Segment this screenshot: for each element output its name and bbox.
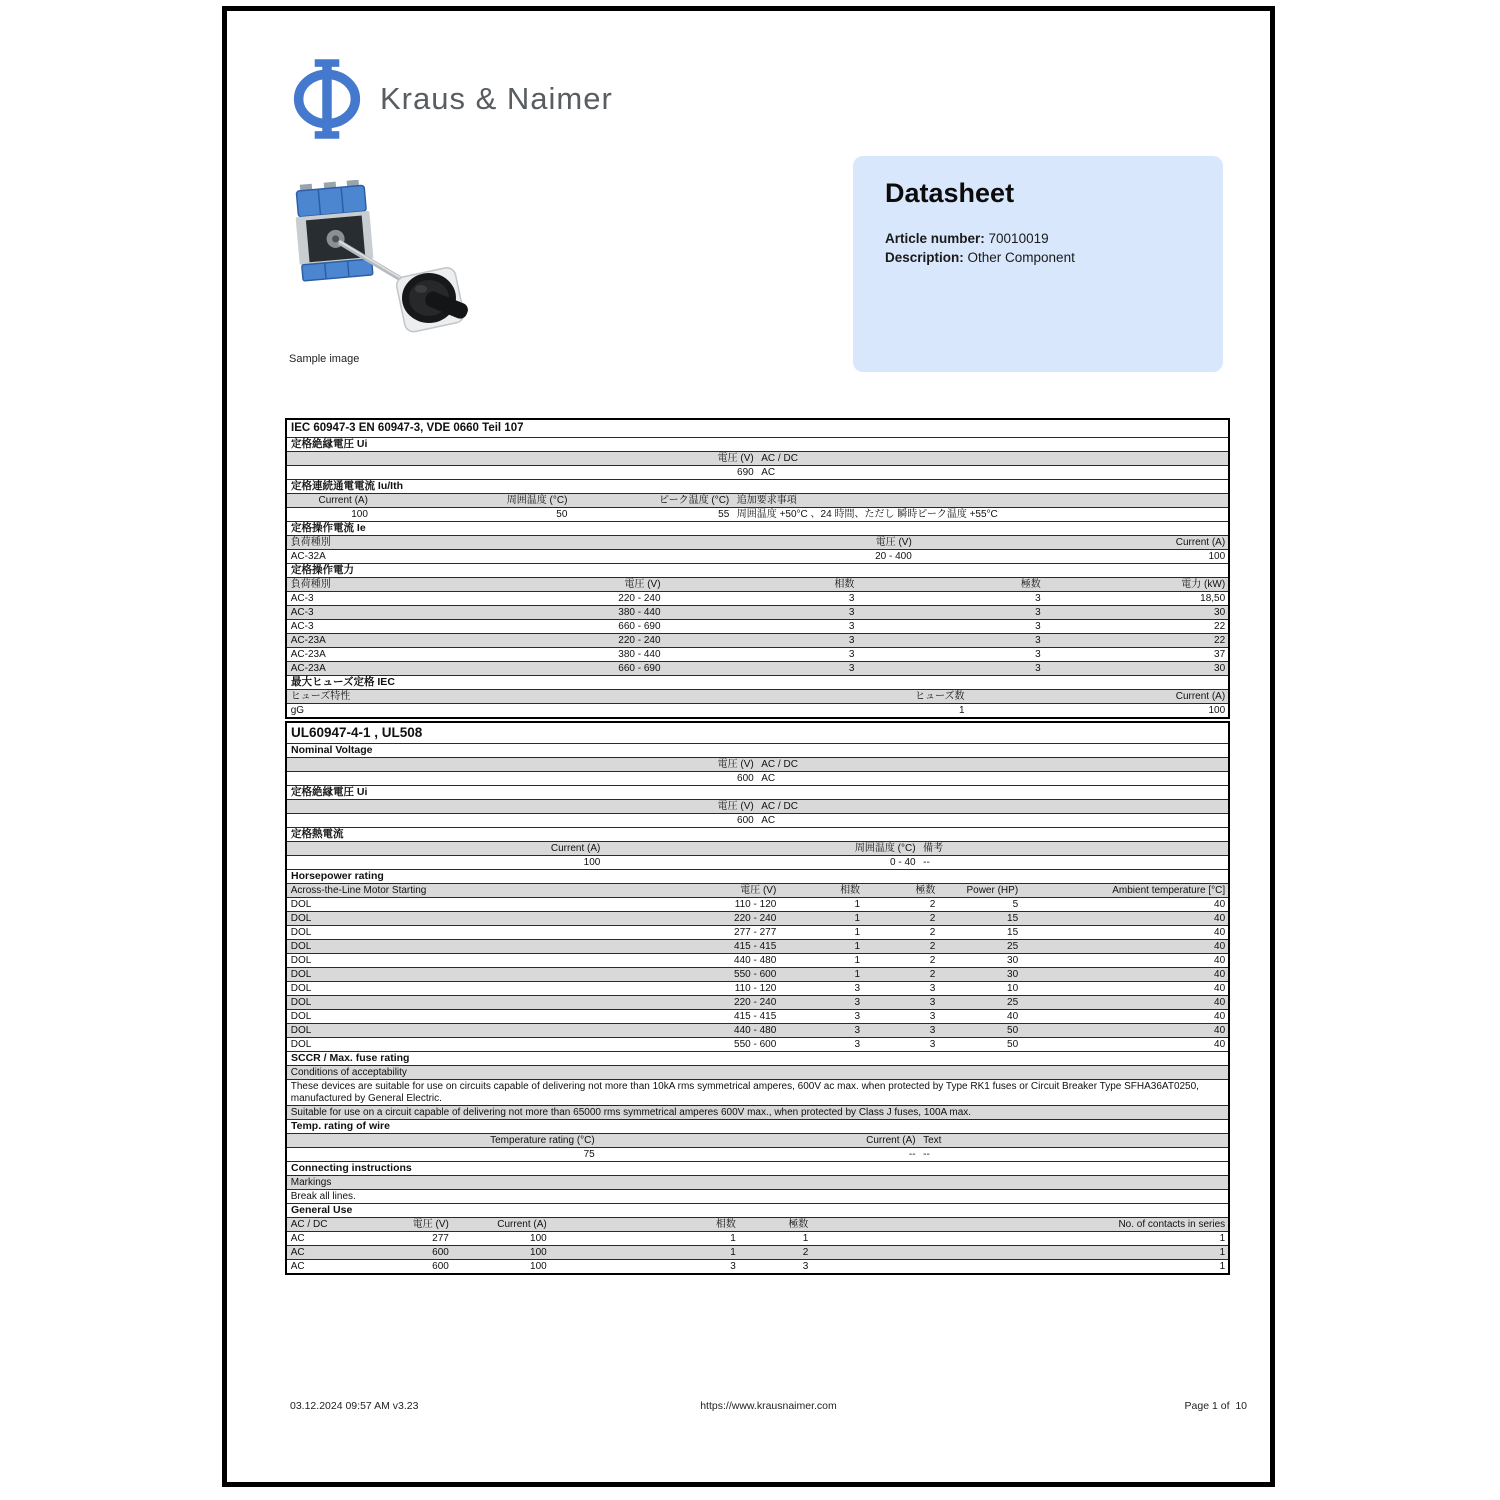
table-cell: AC [761,467,776,478]
table-cell: 3 [1035,635,1041,646]
table-data-row [287,897,1228,911]
description-label: Description: [885,250,964,265]
table-section-row: 定格絶縁電圧 Ui [287,785,1228,799]
table-cell: 1 [854,913,861,924]
card-title: Datasheet [885,178,1015,208]
table-cell: Current (A) [497,1219,547,1230]
table-cell: 220 - 240 [734,913,777,924]
table-data-row [287,1147,1228,1161]
table-section-row: 定格熱電流 [287,827,1228,841]
table-cell: Current (A) [550,843,601,854]
table-cell: 22 [1214,635,1226,646]
table-cell: 2 [929,969,936,980]
table-cell: 負荷種別 [290,537,331,548]
table-cell: 100 [1208,551,1226,562]
table-cell: AC / DC [761,759,798,770]
table-cell: DOL [290,1039,312,1050]
table-cell: DOL [290,1025,312,1036]
table-data-row [287,507,1228,521]
table-cell: Conditions of acceptability [290,1067,407,1078]
table-cell: These devices are suitable for use on circuits capable of delivering not more than 10kA rms symmetrical amperes, 600V ac max. when protected by Type RK1 fuses or Circuit Breaker Type SFHA36AT0250, manufactured by General Electric. [290,1081,1199,1104]
table-section-row: 定格連続通電電流 Iu/Ith [287,479,1228,493]
table-cell: 電圧 (V) [717,453,754,464]
table-cell: DOL [290,983,312,994]
table-cell: 220 - 240 [618,635,661,646]
table-data-row [287,953,1228,967]
table-cell: 電圧 (V) [740,885,777,896]
table-data-row [287,855,1228,869]
table-cell: AC [761,773,776,784]
table-cell: -- [923,857,930,868]
table-cell: 電圧 (V) [717,801,754,812]
table-cell: 3 [929,1039,936,1050]
table-cell: AC-23A [290,663,326,674]
table-cell: 1 [802,1233,809,1244]
table-cell: 3 [1035,649,1041,660]
iec-standards-table [285,418,1230,719]
table-cell: DOL [290,969,312,980]
table-cell: ヒューズ数 [915,691,965,702]
table-cell: 2 [802,1247,809,1258]
table-cell: 415 - 415 [734,941,777,952]
table-cell: 電圧 (V) [875,537,912,548]
table-cell: gG [290,705,305,716]
table-cell: Current (A) [1175,537,1226,548]
table-data-row [287,1037,1228,1051]
table-cell: 25 [1007,997,1019,1008]
table-cell: AC [290,1261,305,1272]
table-cell: 40 [1214,983,1226,994]
table-section-row: Temp. rating of wire [287,1119,1228,1133]
table-cell: 440 - 480 [734,955,777,966]
table-cell: 100 [530,1261,547,1272]
table-cell: 追加要求事項 [736,495,797,506]
table-cell: Markings [290,1177,332,1188]
table-cell: 2 [929,899,936,910]
table-cell: 3 [929,1011,936,1022]
table-data-row [287,465,1228,479]
table-data-row [287,1009,1228,1023]
table-cell: 37 [1214,649,1226,660]
table-cell: 3 [854,1025,861,1036]
table-cell: DOL [290,1011,312,1022]
table-cell: Text [923,1135,942,1146]
table-header-row [287,1175,1228,1189]
table-cell: 1 [1219,1247,1226,1258]
table-header-row [287,689,1228,703]
description-value: Other Component [963,250,1075,265]
table-cell: 3 [1035,621,1041,632]
table-cell: 極数 [1020,579,1041,590]
table-cell: 100 [583,857,601,868]
table-cell: 備考 [923,843,944,854]
table-cell: 40 [1214,1039,1226,1050]
table-cell: 110 - 120 [734,983,777,994]
table-cell: Across-the-Line Motor Starting [290,885,427,896]
company-logo [292,58,613,140]
table-cell: 22 [1214,621,1226,632]
table-cell: DOL [290,941,312,952]
sample-image-caption: Sample image [289,353,360,365]
table-section-row: Nominal Voltage [287,743,1228,757]
table-cell: Suitable for use on a circuit capable of delivering not more than 65000 rms symmetrical amperes 600V max., when protected by Class J fuses, 100A max. [290,1107,972,1118]
table-cell: 30 [1007,955,1019,966]
table-cell: 3 [854,983,861,994]
table-cell: AC-23A [290,649,326,660]
table-cell: 40 [1214,913,1226,924]
table-header-row [287,757,1228,771]
table-cell: 3 [1035,663,1041,674]
table-cell: 380 - 440 [618,649,661,660]
table-cell: 30 [1007,969,1019,980]
table-cell: 相数 [834,579,855,590]
table-header-row [287,799,1228,813]
article-number-line [885,231,1049,246]
table-cell: No. of contacts in series [1118,1219,1226,1230]
table-cell: 1 [854,927,861,938]
table-cell: 周囲温度 (°C) [854,843,916,854]
table-cell: 5 [1012,899,1019,910]
table-cell: 690 [737,467,754,478]
table-cell: 3 [802,1261,809,1272]
table-header-row [287,1023,1228,1037]
table-cell: 2 [929,941,936,952]
table-data-row [287,1189,1228,1203]
footer-url: https://www.krausnaimer.com [700,1400,837,1412]
table-cell: AC-32A [290,551,326,562]
table-cell: 1 [1219,1233,1226,1244]
table-cell: 1 [958,705,965,716]
table-data-row [287,925,1228,939]
table-cell: DOL [290,997,312,1008]
table-cell: AC-3 [290,621,314,632]
table-header-row [287,883,1228,897]
table-cell: 40 [1214,969,1226,980]
table-cell: 10 [1007,983,1019,994]
table-cell: 電力 (kW) [1181,579,1226,590]
table-data-row [287,981,1228,995]
table-cell: DOL [290,913,312,924]
table-cell: DOL [290,955,312,966]
table-cell: 1 [730,1247,736,1258]
table-cell: 40 [1214,997,1226,1008]
table-header-row [287,939,1228,953]
table-header-row [287,633,1228,647]
table-cell: 1 [854,941,861,952]
table-cell: Current (A) [318,495,368,506]
page-footer [290,1400,1247,1414]
table-header-row [287,911,1228,925]
table-cell: 15 [1007,927,1019,938]
ul-standards-table [285,721,1230,1275]
phi-logo-icon [292,58,362,140]
table-cell: AC [761,815,776,826]
footer-timestamp: 03.12.2024 09:57 AM v3.23 [290,1400,419,1412]
table-data-row [287,591,1228,605]
table-cell: 3 [854,1039,861,1050]
table-cell: 電圧 (V) [624,579,661,590]
table-cell: 50 [1007,1039,1019,1050]
table-cell: 30 [1214,663,1226,674]
product-sample-image [288,180,478,345]
table-cell: 3 [848,649,855,660]
table-cell: AC-3 [290,593,314,604]
table-cell: AC-3 [290,607,314,618]
table-section-row: SCCR / Max. fuse rating [287,1051,1228,1065]
table-title-row: IEC 60947-3 EN 60947-3, VDE 0660 Teil 107 [287,420,1228,437]
table-cell: 1 [854,899,861,910]
table-cell: 40 [1214,1025,1226,1036]
table-cell: 50 [1007,1025,1019,1036]
table-cell: Current (A) [866,1135,916,1146]
table-cell: 40 [1214,899,1226,910]
table-header-row [287,1065,1228,1079]
table-cell: 20 - 400 [875,551,912,562]
table-cell: AC / DC [290,1219,328,1230]
table-cell: 0 - 40 [890,857,916,868]
table-cell: 100 [351,509,368,520]
table-header-row [287,577,1228,591]
article-number-value: 70010019 [984,231,1049,246]
table-cell: 3 [848,621,855,632]
table-cell: 380 - 440 [618,607,661,618]
table-cell: 相数 [840,885,861,896]
table-cell: 3 [848,663,855,674]
table-data-row [287,813,1228,827]
table-cell: 1 [854,955,861,966]
table-cell: 電圧 (V) [717,759,754,770]
table-cell: 600 [737,815,754,826]
table-cell: 415 - 415 [734,1011,777,1022]
table-header-row [287,605,1228,619]
table-cell: DOL [290,927,312,938]
table-data-row [287,1231,1228,1245]
table-cell: 2 [929,927,936,938]
table-section-row: Connecting instructions [287,1161,1228,1175]
table-cell: 50 [556,509,568,520]
table-cell: 100 [1208,705,1226,716]
table-cell: 600 [432,1261,449,1272]
table-header-row [287,493,1228,507]
table-data-row [287,703,1228,717]
table-section-row: General Use [287,1203,1228,1217]
table-header-row [287,1133,1228,1147]
table-data-row [287,647,1228,661]
brand-name: Kraus & Naimer [380,81,613,116]
table-header-row [287,535,1228,549]
table-cell: 277 - 277 [734,927,777,938]
table-header-row [287,661,1228,675]
table-cell: 15 [1007,913,1019,924]
table-cell: 660 - 690 [618,621,661,632]
table-cell: ヒューズ特性 [290,691,351,702]
table-cell: 220 - 240 [734,997,777,1008]
table-cell: 220 - 240 [618,593,661,604]
table-cell: 3 [1035,593,1041,604]
table-cell: 75 [583,1149,595,1160]
table-cell: Temperature rating (°C) [490,1135,595,1146]
table-cell: AC / DC [761,801,798,812]
table-header-row [287,1217,1228,1231]
table-header-row [287,967,1228,981]
table-cell: 40 [1214,927,1226,938]
table-cell: 周囲温度 +50°C 、24 時間、ただし 瞬時ピーク温度 +55°C [736,509,998,520]
table-cell: 40 [1214,941,1226,952]
article-number-label: Article number: [885,231,985,246]
table-cell: 3 [854,997,861,1008]
table-cell: 極数 [788,1219,809,1230]
table-cell: 1 [730,1233,736,1244]
table-cell: 100 [530,1247,547,1258]
table-cell: 40 [1214,1011,1226,1022]
table-cell: Current (A) [1175,691,1226,702]
table-cell: 3 [848,607,855,618]
table-cell: DOL [290,899,312,910]
table-cell: 550 - 600 [734,969,777,980]
table-cell: 3 [929,1025,936,1036]
footer-page-number: Page 1 of 10 [1184,1400,1247,1412]
table-title2-row: UL60947-4-1 , UL508 [287,723,1228,743]
table-header-row [287,451,1228,465]
table-data-row [287,619,1228,633]
table-cell: 440 - 480 [734,1025,777,1036]
table-section-row: 定格絶縁電圧 Ui [287,437,1228,451]
table-cell: -- [923,1149,930,1160]
table-cell: 電圧 (V) [412,1219,449,1230]
table-cell: 3 [929,997,936,1008]
table-cell: 55 [718,509,730,520]
table-cell: 1 [1219,1261,1226,1272]
table-cell: 2 [929,913,936,924]
table-header-row [287,841,1228,855]
table-cell: AC / DC [761,453,798,464]
table-cell: 3 [848,635,855,646]
table-cell: AC [290,1247,305,1258]
table-cell: 極数 [915,885,936,896]
table-cell: AC [290,1233,305,1244]
table-cell: 3 [854,1011,861,1022]
table-cell: AC-23A [290,635,326,646]
table-cell: 3 [929,983,936,994]
table-cell: 1 [854,969,861,980]
table-section-row: 定格操作電力 [287,563,1228,577]
description-line [885,250,1075,265]
table-cell: 550 - 600 [734,1039,777,1050]
table-cell: 負荷種別 [290,579,331,590]
datasheet-card [853,156,1223,372]
table-cell: -- [908,1149,916,1160]
switch-product-icon [288,180,478,345]
table-cell: 110 - 120 [734,899,777,910]
table-cell: 25 [1007,941,1019,952]
table-cell: 18,50 [1200,593,1226,604]
table-cell: 600 [737,773,754,784]
table-cell: Ambient temperature [°C] [1112,885,1226,896]
table-cell: Power (HP) [966,885,1019,896]
table-cell: 600 [432,1247,449,1258]
table-cell: 100 [530,1233,547,1244]
table-cell: 30 [1214,607,1226,618]
table-section-row: 最大ヒューズ定格 IEC [287,675,1228,689]
table-cell: 3 [848,593,855,604]
table-section-row: 定格操作電流 Ie [287,521,1228,535]
table-data-row [287,1259,1228,1273]
table-cell: 周囲温度 (°C) [506,495,568,506]
table-cell: 660 - 690 [618,663,661,674]
table-cell: 40 [1214,955,1226,966]
datasheet-page [222,6,1275,1487]
table-section-row: Horsepower rating [287,869,1228,883]
table-data-row [287,771,1228,785]
table-cell: ピーク温度 (°C) [659,495,730,506]
table-cell: 3 [730,1261,736,1272]
table-header-row [287,1245,1228,1259]
table-header-row [287,1105,1228,1119]
table-data-row [287,549,1228,563]
table-cell: 2 [929,955,936,966]
table-cell: 277 [432,1233,449,1244]
table-cell: Break all lines. [290,1191,356,1202]
table-cell: 相数 [715,1219,736,1230]
table-data-row [287,1079,1228,1105]
table-cell: 3 [1035,607,1041,618]
table-cell: 40 [1007,1011,1019,1022]
table-header-row [287,995,1228,1009]
